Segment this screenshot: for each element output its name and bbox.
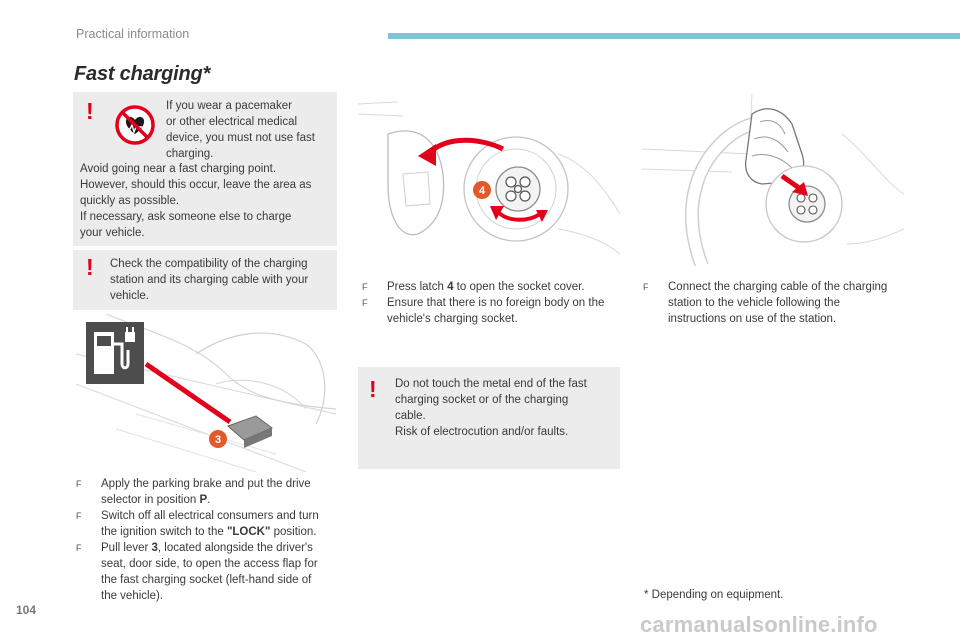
bullet-mark: F <box>76 479 82 489</box>
warning-icon: ! <box>86 254 94 280</box>
bullet-mark: F <box>362 298 368 308</box>
list-item: F Apply the parking brake and put the drive selector in position P. <box>76 478 311 506</box>
footnote: * Depending on equipment. <box>644 589 784 601</box>
section-header: Practical information <box>76 27 190 41</box>
lever-illustration <box>76 314 336 472</box>
metal-end-warning-text: Do not touch the metal end of the fast charging socket or of the charging cable. Risk of electrocution and/or faults. <box>395 378 587 438</box>
page-title: Fast charging* <box>74 63 211 85</box>
list-item: F Pull lever 3, located alongside the driver's seat, door side, to open the access flap for the fast charging socket (left-hand side of the vehicle). <box>76 542 318 602</box>
list-item: F Ensure that there is no foreign body on the vehicle's charging socket. <box>362 297 605 325</box>
page-number: 104 <box>16 603 37 617</box>
header-accent-bar <box>388 33 960 39</box>
right-steps-list <box>643 279 913 327</box>
middle-steps-list <box>362 279 624 327</box>
list-item: F Press latch 4 to open the socket cover. <box>362 281 585 293</box>
bullet-mark: F <box>362 282 368 292</box>
left-steps-list <box>76 476 338 604</box>
cable-connection-illustration <box>642 94 904 266</box>
warning-icon: ! <box>369 376 377 402</box>
list-item: F Switch off all electrical consumers and turn the ignition switch to the "LOCK" position. <box>76 510 319 538</box>
avoid-charging-point-text: Avoid going near a fast charging point. However, should this occur, leave the area as quickly as possible. If necessary, ask someone else to charge your vehicle. <box>80 163 312 239</box>
bullet-mark: F <box>76 543 82 553</box>
lever-callout-label: 3 <box>214 434 222 446</box>
compatibility-warning-text: Check the compatibility of the charging station and its charging cable with your vehicle. <box>110 258 309 302</box>
watermark: carmanualsonline.info <box>640 612 878 637</box>
socket-cover-illustration <box>358 94 620 266</box>
list-item: F Connect the charging cable of the charging station to the vehicle following the instructions on use of the station. <box>643 281 888 325</box>
bullet-mark: F <box>643 282 649 292</box>
warning-icon: ! <box>86 98 94 124</box>
bullet-mark: F <box>76 511 82 521</box>
pacemaker-warning-text: If you wear a pacemaker or other electrical medical device, you must not use fast charging. <box>166 100 315 160</box>
latch-callout-label: 4 <box>478 185 486 197</box>
pacemaker-prohibited-icon <box>114 104 156 146</box>
